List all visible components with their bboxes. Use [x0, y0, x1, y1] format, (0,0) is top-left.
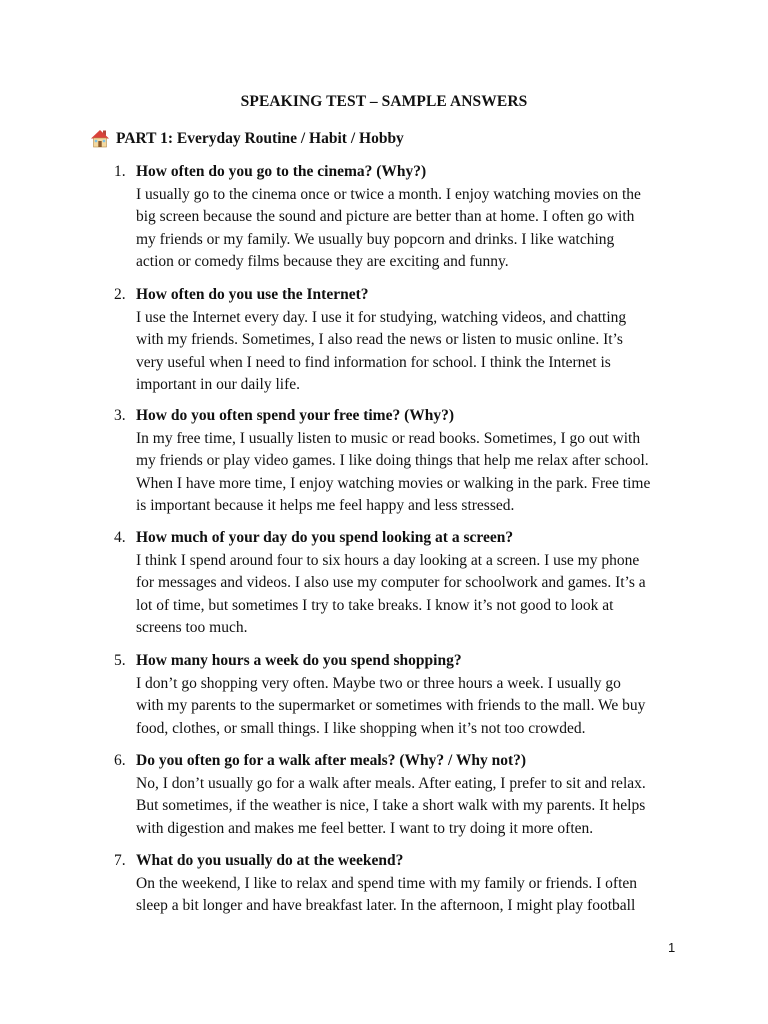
question-item — [114, 850, 684, 918]
question-item — [114, 650, 684, 740]
page-title: SPEAKING TEST – SAMPLE ANSWERS — [240, 93, 528, 110]
question-text: How many hours a week do you spend shopping? — [136, 652, 462, 669]
question-number: 4. — [114, 529, 126, 546]
question-item — [114, 284, 684, 397]
question-item — [114, 750, 684, 840]
answer-text: I don’t go shopping very often. Maybe two or three hours a week. I usually go with my parents to the supermarket or sometimes with friends to the mall. We buy food, clothes, or small things. I like shopping when it’s not too crowded. — [136, 674, 646, 737]
question-item — [114, 161, 684, 274]
question-text: Do you often go for a walk after meals? (Why? / Why not?) — [136, 752, 527, 769]
question-number: 2. — [114, 286, 126, 303]
house-icon — [90, 129, 110, 148]
question-text: How often do you use the Internet? — [136, 286, 369, 303]
question-number: 7. — [114, 852, 126, 869]
answer-text: On the weekend, I like to relax and spend time with my family or friends. I often sleep a bit longer and have breakfast later. In the afternoon, I might play football — [136, 874, 638, 915]
answer-text: I usually go to the cinema once or twice a month. I enjoy watching movies on the big screen because the sound and picture are better than at home. I often go with my friends or my family. We usually buy popcorn and drinks. I like watching action or comedy films because they are exciting and funny. — [136, 185, 641, 271]
answer-text: No, I don’t usually go for a walk after meals. After eating, I prefer to sit and relax. But sometimes, if the weather is nice, I take a short walk with my parents. It helps with digestion and makes me feel better. I want to try doing it more often. — [136, 774, 646, 837]
question-number: 1. — [114, 163, 126, 180]
question-item — [114, 405, 684, 518]
question-item — [114, 527, 684, 640]
answer-text: In my free time, I usually listen to music or read books. Sometimes, I go out with my friends or play video games. I like doing things that help me relax after school. When I have more time, I enjoy watching movies or walking in the park. Free time is important because it helps me feel happy and less stressed. — [136, 429, 651, 515]
question-number: 3. — [114, 407, 126, 424]
question-text: How often do you go to the cinema? (Why?) — [136, 163, 427, 180]
question-number: 5. — [114, 652, 126, 669]
question-text: How do you often spend your free time? (Why?) — [136, 407, 455, 424]
question-text: How much of your day do you spend looking at a screen? — [136, 529, 514, 546]
question-text: What do you usually do at the weekend? — [136, 852, 404, 869]
part-heading — [90, 129, 404, 148]
page-number: 1 — [668, 940, 676, 955]
answer-text: I use the Internet every day. I use it for studying, watching videos, and chatting with my friends. Sometimes, I also read the news or listen to music online. It’s very useful when I need to find information for school. I think the Internet is important in our daily life. — [136, 308, 627, 394]
question-number: 6. — [114, 752, 126, 769]
part-label: PART 1: Everyday Routine / Habit / Hobby — [116, 129, 404, 147]
answer-text: I think I spend around four to six hours a day looking at a screen. I use my phone for messages and videos. I also use my computer for schoolwork and games. It’s a lot of time, but sometimes I try to take breaks. I know it’s not good to look at screens too much. — [136, 551, 646, 637]
